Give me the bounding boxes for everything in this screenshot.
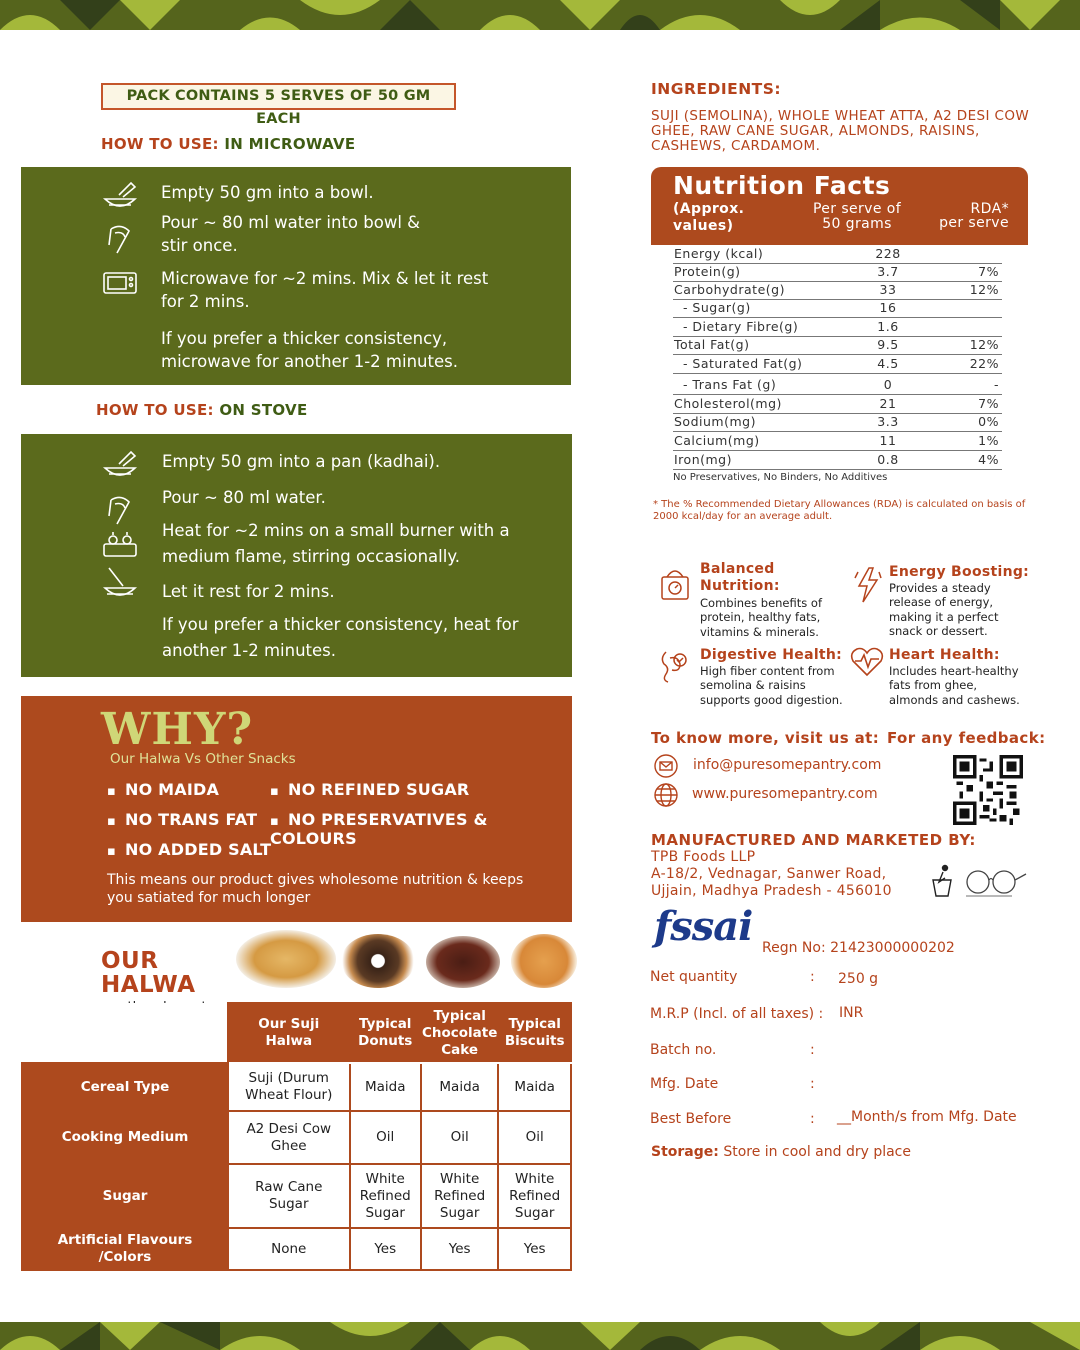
nutrition-row	[673, 376, 1002, 395]
why-item: ▪ NO PRESERVATIVES & COLOURS	[270, 810, 572, 848]
benefit-text-balanced-nutrition: Combines benefits of protein, healthy fats, vitamins & minerals.	[700, 596, 822, 639]
why-item: ▪ NO REFINED SUGAR	[270, 780, 469, 799]
water-pour-icon	[101, 219, 139, 257]
nutrient-name: Cholesterol(mg)	[674, 396, 782, 411]
microwave-step-4: If you prefer a thicker consistency, microwave for another 1-2 minutes.	[161, 329, 458, 371]
nutrient-value: 16	[879, 300, 897, 315]
table-cell: None	[228, 1228, 350, 1270]
nutrient-value: 33	[879, 282, 897, 297]
rda-note: * The % Recommended Dietary Allowances (RDA) is calculated on basis of 2000 kcal/day for an average adult.	[653, 499, 1026, 522]
info-label-best-before: Best Before	[650, 1111, 732, 1127]
nutrient-value: 9.5	[877, 337, 899, 352]
website-link[interactable]: www.puresomepantry.com	[692, 786, 878, 802]
microwave-step-1: Empty 50 gm into a bowl.	[161, 183, 374, 202]
info-value-net-quantity: 250 g	[838, 971, 879, 987]
manufacturer-name: TPB Foods LLP	[651, 849, 756, 865]
visit-us-heading: To know more, visit us at:	[651, 729, 880, 747]
table-cell: White Refined Sugar	[421, 1164, 498, 1228]
table-cell: Yes	[421, 1228, 498, 1270]
info-colon: :	[810, 1111, 815, 1127]
nutrition-col-per-serve: Per serve of 50 grams	[812, 201, 902, 232]
nutrition-facts-header	[651, 167, 1028, 245]
nutrient-value: 21	[879, 396, 897, 411]
nutrient-name: Total Fat(g)	[674, 337, 750, 352]
nutrient-rda: 22%	[969, 356, 999, 371]
table-row	[22, 1063, 571, 1111]
bowl-pour-icon	[101, 177, 139, 215]
manufacturer-address: A-18/2, Vednagar, Sanwer Road, Ujjain, Madhya Pradesh - 456010	[651, 866, 892, 899]
our-halwa-title-line1: OUR	[101, 948, 159, 974]
stove-step-5: If you prefer a thicker consistency, heat for another 1-2 minutes.	[162, 615, 519, 660]
info-label-mfg-date: Mfg. Date	[650, 1076, 719, 1092]
nutrient-value: 228	[875, 246, 901, 261]
row-header: Artificial Flavours /Colors	[22, 1228, 228, 1270]
column-header-biscuits: Typical Biscuits	[498, 1003, 571, 1063]
info-colon: :	[810, 969, 815, 985]
table-cell: Maida	[498, 1063, 571, 1111]
energy-bolt-icon	[851, 566, 885, 604]
row-header: Cooking Medium	[22, 1111, 228, 1164]
benefit-text-energy-boosting: Provides a steady release of energy, making it a perfect snack or dessert.	[889, 581, 999, 638]
table-cell: White Refined Sugar	[350, 1164, 421, 1228]
benefit-text-heart-health: Includes heart-healthy fats from ghee, almonds and cashews.	[889, 664, 1020, 707]
nutrient-rda: -	[993, 377, 999, 392]
water-pour-icon	[101, 490, 139, 528]
nutrient-value: 11	[879, 433, 897, 448]
globe-icon	[654, 783, 678, 807]
stove-step-4: Let it rest for 2 mins.	[162, 582, 335, 601]
email-link[interactable]: info@puresomepantry.com	[693, 757, 882, 773]
comparison-table	[21, 1002, 572, 1271]
nutrient-rda: 1%	[978, 433, 999, 448]
nutrient-name: Protein(g)	[674, 264, 741, 279]
stove-step-3: Heat for ~2 mins on a small burner with a medium flame, stirring occasionally.	[162, 521, 510, 566]
fssai-logo: fssai	[654, 903, 753, 950]
weighing-scale-icon	[658, 563, 692, 601]
nutrition-row	[673, 263, 1002, 282]
table-cell: Oil	[421, 1111, 498, 1164]
stove-heading-value: ON STOVE	[219, 401, 308, 419]
info-value-best-before: __Month/s from Mfg. Date	[837, 1109, 1017, 1125]
chocolate-cake-image	[426, 936, 500, 988]
why-item: ▪ NO ADDED SALT	[107, 840, 271, 859]
nutrient-name: Energy (kcal)	[674, 246, 764, 261]
nutrient-rda: 4%	[978, 452, 999, 467]
nutrient-rda: 7%	[978, 396, 999, 411]
qr-code[interactable]	[953, 755, 1023, 825]
why-item: ▪ NO MAIDA	[107, 780, 219, 799]
nutrient-value: 3.7	[877, 264, 899, 279]
ingredients-text: SUJI (SEMOLINA), WHOLE WHEAT ATTA, A2 DESI COW GHEE, RAW CANE SUGAR, ALMONDS, RAISINS, CASHEWS, CARDAMOM.	[651, 108, 1030, 154]
nutrition-row	[673, 451, 1002, 470]
info-colon: :	[810, 1042, 815, 1058]
nutrition-row	[673, 318, 1002, 337]
table-cell: White Refined Sugar	[498, 1164, 571, 1228]
table-cell: Oil	[498, 1111, 571, 1164]
digestive-icon	[656, 648, 690, 686]
table-cell: Maida	[421, 1063, 498, 1111]
storage-value: Store in cool and dry place	[723, 1144, 911, 1160]
biscuits-image	[511, 934, 577, 988]
nutrition-row	[673, 281, 1002, 300]
info-label-batch: Batch no.	[650, 1042, 717, 1058]
nutrient-rda: 0%	[978, 414, 999, 429]
nutrient-value: 1.6	[877, 319, 899, 334]
why-note: This means our product gives wholesome nutrition & keeps you satiated for much longer	[107, 872, 524, 906]
nutrient-name: - Sugar(g)	[674, 300, 751, 315]
stove-steps-box	[21, 434, 572, 677]
nutrition-row	[673, 432, 1002, 451]
table-cell: Suji (Durum Wheat Flour)	[228, 1063, 350, 1111]
our-halwa-title-line2: HALWA	[101, 972, 196, 998]
nutrient-value: 4.5	[877, 356, 899, 371]
nutrient-name: - Dietary Fibre(g)	[674, 319, 799, 334]
pack-contents-badge: PACK CONTAINS 5 SERVES OF 50 GM EACH	[101, 83, 456, 110]
info-colon: :	[810, 1076, 815, 1092]
nutrient-name: Calcium(mg)	[674, 433, 760, 448]
heart-pulse-icon	[849, 645, 885, 683]
info-label-net-quantity: Net quantity	[650, 969, 738, 985]
info-value-mrp: INR	[839, 1005, 864, 1021]
nutrient-name: Iron(mg)	[674, 452, 732, 467]
top-pattern-band	[0, 0, 1080, 30]
microwave-step-2: Pour ~ 80 ml water into bowl & stir once.	[161, 213, 421, 255]
nutrient-rda: 12%	[969, 282, 999, 297]
table-cell: Raw Cane Sugar	[228, 1164, 350, 1228]
nutrient-name: - Saturated Fat(g)	[674, 356, 803, 371]
benefit-title-balanced-nutrition: Balanced Nutrition:	[700, 561, 780, 594]
microwave-heading	[101, 135, 355, 153]
benefit-title-digestive-health: Digestive Health:	[700, 647, 843, 663]
why-item: ▪ NO TRANS FAT	[107, 810, 257, 829]
column-header-chocolate-cake: Typical Chocolate Cake	[421, 1003, 498, 1063]
stove-burner-icon	[101, 526, 139, 564]
why-title: WHY?	[101, 704, 254, 755]
column-header-donuts: Typical Donuts	[350, 1003, 421, 1063]
info-label-mrp: M.R.P (Incl. of all taxes) :	[650, 1006, 824, 1022]
benefit-title-heart-health: Heart Health:	[889, 647, 1000, 663]
storage-label: Storage:	[651, 1144, 719, 1160]
stove-step-2: Pour ~ 80 ml water.	[162, 488, 326, 507]
ingredients-heading: INGREDIENTS:	[651, 80, 782, 98]
halwa-image	[236, 930, 336, 988]
nutrient-rda: 12%	[969, 337, 999, 352]
row-header: Sugar	[22, 1164, 228, 1228]
nutrient-value: 0.8	[877, 452, 899, 467]
table-corner	[22, 1003, 228, 1063]
fssai-registration: Regn No: 21423000000202	[762, 940, 955, 956]
donut-image	[341, 934, 415, 988]
storage-instructions	[651, 1144, 911, 1160]
nutrition-row	[673, 413, 1002, 432]
stirring-bowl-icon	[101, 564, 139, 602]
table-cell: Yes	[350, 1228, 421, 1270]
nutrition-note: No Preservatives, No Binders, No Additives	[673, 472, 888, 483]
nutrition-facts-title: Nutrition Facts	[673, 171, 891, 200]
stove-heading-label: HOW TO USE:	[96, 401, 214, 419]
nutrient-value: 0	[883, 377, 893, 392]
stove-heading	[96, 401, 308, 419]
nutrition-row	[673, 299, 1002, 318]
microwave-heading-label: HOW TO USE:	[101, 135, 219, 153]
benefit-title-energy-boosting: Energy Boosting:	[889, 564, 1030, 580]
nutrient-name: Carbohydrate(g)	[674, 282, 785, 297]
nutrition-row	[673, 245, 1002, 264]
nutrient-name: - Trans Fat (g)	[674, 377, 777, 392]
table-row	[22, 1164, 571, 1228]
table-cell: Oil	[350, 1111, 421, 1164]
microwave-steps-box	[21, 167, 571, 385]
table-row	[22, 1111, 571, 1164]
nutrient-rda: 7%	[978, 264, 999, 279]
microwave-heading-value: IN MICROWAVE	[224, 135, 356, 153]
row-header: Cereal Type	[22, 1063, 228, 1111]
table-cell: A2 Desi Cow Ghee	[228, 1111, 350, 1164]
why-box	[21, 696, 572, 922]
table-row	[22, 1228, 571, 1270]
nutrition-row	[673, 336, 1002, 355]
dustbin-icon	[929, 864, 955, 898]
nutrition-row	[673, 355, 1002, 374]
nutrition-row	[673, 395, 1002, 414]
email-icon	[654, 754, 678, 778]
swachh-bharat-logo	[962, 866, 1028, 900]
microwave-icon	[101, 265, 139, 303]
microwave-step-3: Microwave for ~2 mins. Mix & let it rest for 2 mins.	[161, 269, 489, 311]
bottom-pattern-band	[0, 1322, 1080, 1350]
why-subtitle: Our Halwa Vs Other Snacks	[110, 751, 296, 767]
column-header-our-suji-halwa: Our Suji Halwa	[228, 1003, 350, 1063]
nutrient-name: Sodium(mg)	[674, 414, 756, 429]
nutrition-col-approx: (Approx. values)	[673, 201, 745, 234]
feedback-heading: For any feedback:	[887, 729, 1046, 747]
nutrition-col-rda: RDA* per serve	[939, 201, 1009, 231]
stove-step-1: Empty 50 gm into a pan (kadhai).	[162, 452, 441, 471]
nutrient-value: 3.3	[877, 414, 899, 429]
table-cell: Yes	[498, 1228, 571, 1270]
table-cell: Maida	[350, 1063, 421, 1111]
bowl-pour-icon	[101, 446, 139, 484]
manufacturer-heading: MANUFACTURED AND MARKETED BY:	[651, 831, 976, 849]
benefit-text-digestive-health: High fiber content from semolina & raisins supports good digestion.	[700, 664, 843, 707]
our-halwa-title	[101, 949, 196, 997]
